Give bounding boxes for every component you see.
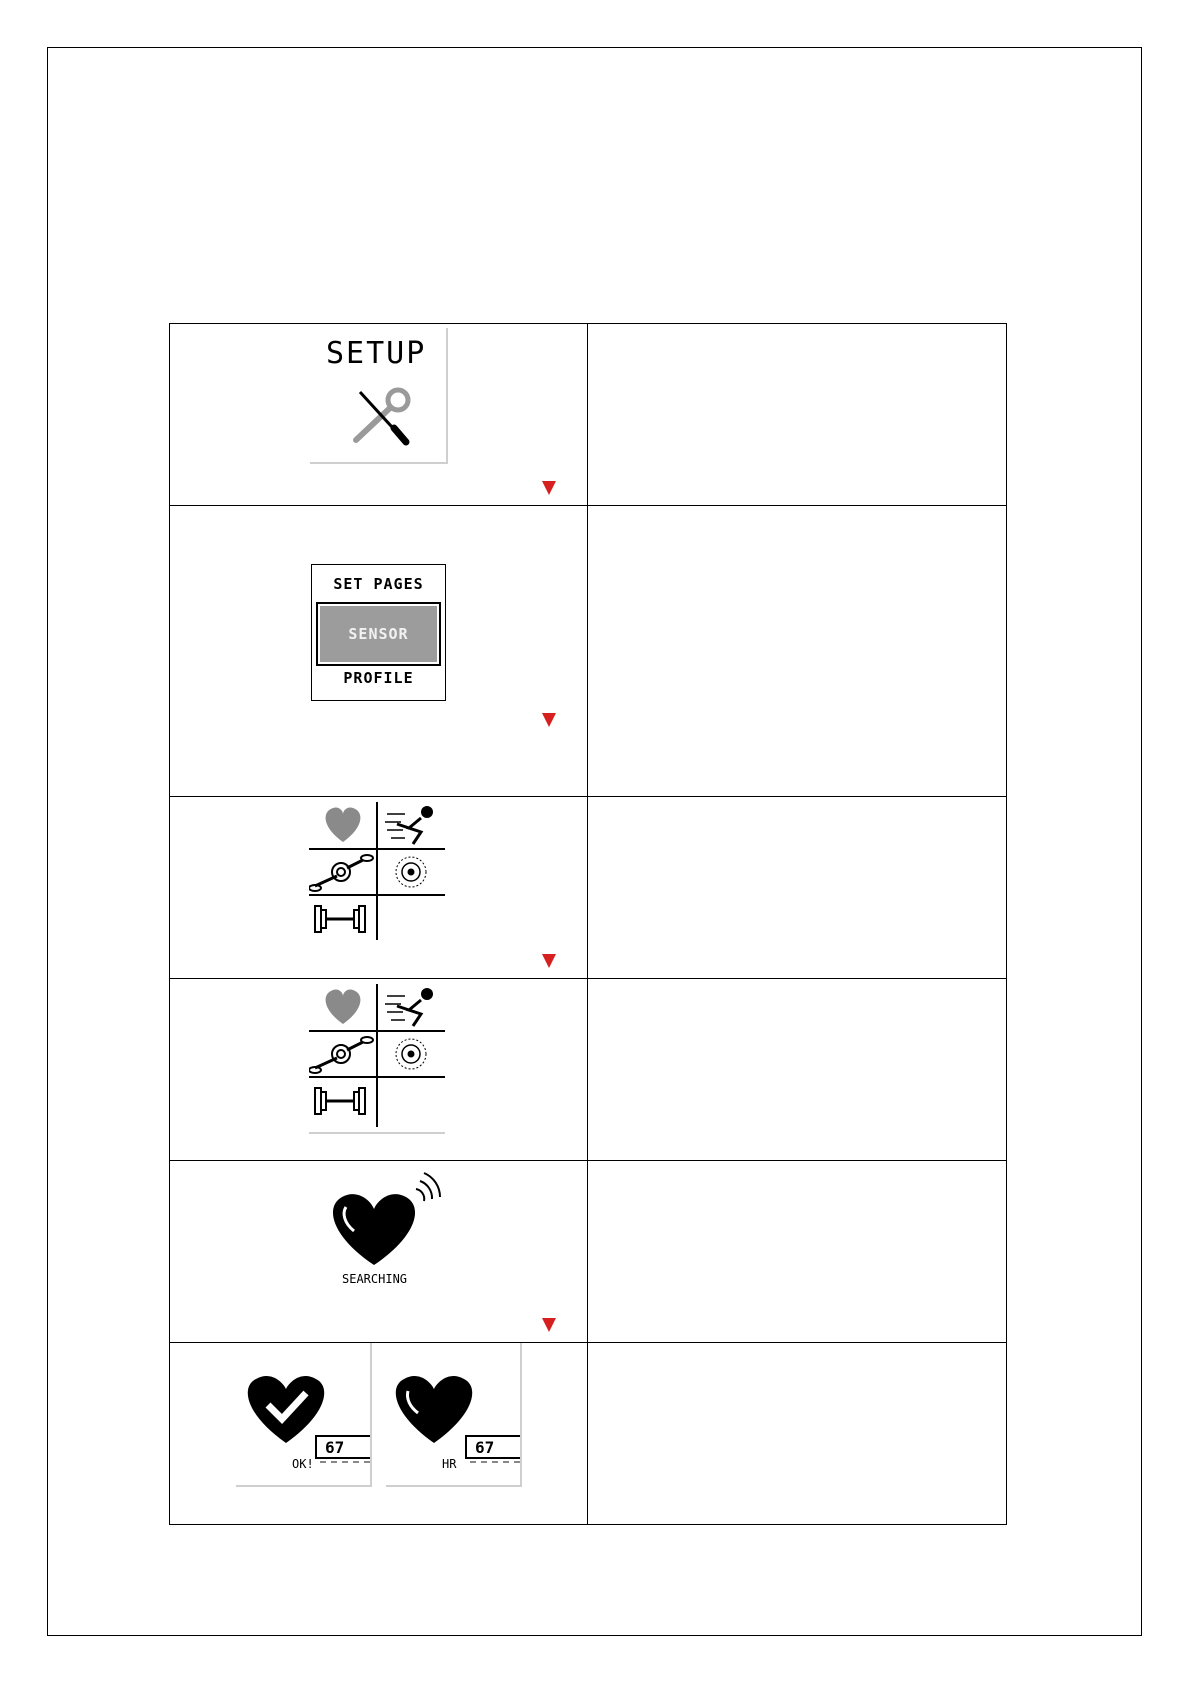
heart-rate-value: 67 [315, 1435, 370, 1459]
tools-icon [310, 328, 446, 462]
menu-item-set-pages: SET PAGES [333, 575, 424, 593]
runner-icon [385, 806, 433, 844]
next-arrow [542, 954, 556, 968]
step-row-result [170, 1343, 1007, 1525]
setup-title: SETUP [326, 336, 427, 371]
setup-screen [310, 328, 448, 464]
heart-icon [396, 1376, 472, 1443]
step-row-menu [170, 506, 1007, 797]
speed-sensor-icon [396, 1039, 426, 1069]
step-image-cell [170, 506, 588, 797]
step-image-cell [170, 324, 588, 506]
searching-label: SEARCHING [342, 1272, 408, 1286]
step-image-cell [170, 797, 588, 979]
next-arrow [542, 481, 556, 495]
signal-waves-icon [416, 1173, 440, 1201]
step-description-cell [588, 1161, 1007, 1343]
next-arrow [542, 713, 556, 727]
step-description-cell [588, 979, 1007, 1161]
step-row-setup [170, 324, 1007, 506]
steps-table [169, 323, 1007, 1525]
hr-label: HR [442, 1457, 457, 1471]
cadence-icon [309, 855, 373, 891]
dumbbell-icon [315, 1088, 365, 1114]
heart-rate-screen [386, 1343, 522, 1487]
menu-item-profile: PROFILE [343, 669, 414, 687]
step-image-cell [170, 979, 588, 1161]
heart-check-icon [248, 1376, 324, 1443]
sensor-grid-screen [309, 984, 445, 1134]
step-description-cell [588, 797, 1007, 979]
step-image-cell [170, 1343, 588, 1525]
heart-icon [326, 808, 361, 842]
step-image-cell [170, 1161, 588, 1343]
step-description-cell [588, 506, 1007, 797]
runner-icon [385, 988, 433, 1026]
speed-sensor-icon [396, 857, 426, 887]
menu-item-sensor-selected: SENSOR [316, 602, 441, 666]
heart-icon [333, 1194, 415, 1265]
sensor-grid-screen [309, 802, 445, 945]
step-row-sensor-grid-2 [170, 979, 1007, 1161]
heart-icon [326, 990, 361, 1024]
menu-screen [311, 564, 446, 701]
next-arrow [542, 1318, 556, 1332]
step-row-searching [170, 1161, 1007, 1343]
step-description-cell [588, 1343, 1007, 1525]
step-description-cell [588, 324, 1007, 506]
ok-label: OK! [292, 1457, 314, 1471]
cadence-icon [309, 1037, 373, 1073]
connected-ok-screen [236, 1343, 372, 1487]
searching-screen [320, 1161, 470, 1301]
step-row-sensor-grid [170, 797, 1007, 979]
dumbbell-icon [315, 906, 365, 932]
heart-rate-value: 67 [465, 1435, 520, 1459]
